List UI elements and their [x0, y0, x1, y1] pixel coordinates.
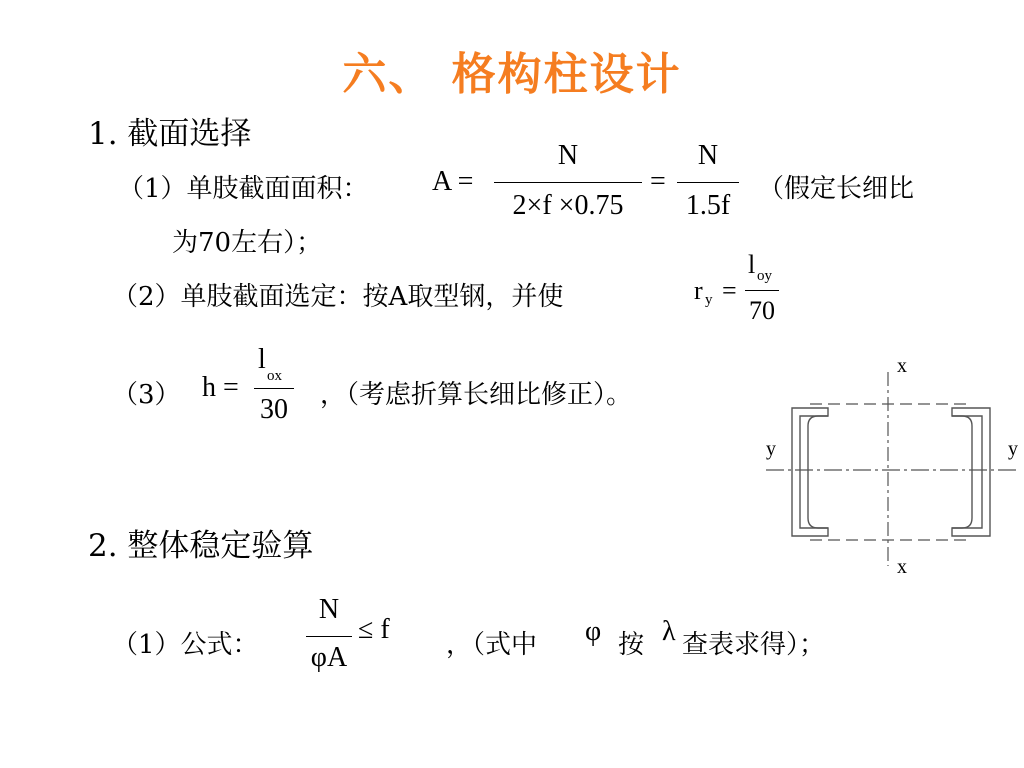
- left-channel-outer: [792, 408, 828, 536]
- section2-heading: 2. 整体稳定验算: [88, 528, 314, 564]
- item3-numerator-subscript: ox: [267, 368, 282, 384]
- item2-numerator-subscript: oy: [757, 268, 772, 284]
- item1-lhs: A =: [432, 166, 474, 197]
- item1-numerator-1: N: [557, 140, 579, 171]
- s2-item1-suffix-a: ，（式中: [446, 630, 538, 660]
- item2-numerator-l: l: [748, 250, 756, 279]
- item1-note-line2: 为70左右）；: [172, 228, 323, 258]
- item1-fraction-bar-2: [677, 182, 739, 183]
- item1-fraction-bar-1: [494, 182, 642, 183]
- item3-fraction-bar: [254, 388, 294, 389]
- diagram-label-x-bottom: x: [897, 556, 907, 578]
- item1-denominator-2: 1.5f: [685, 190, 731, 221]
- item2-lhs-subscript: y: [705, 292, 713, 308]
- item2-fraction-bar: [745, 290, 779, 291]
- cross-section-diagram: [740, 350, 1024, 580]
- item2-prefix: （2）单肢截面选定：按A取型钢，并使: [112, 282, 564, 312]
- item3-prefix: （3）: [112, 380, 181, 410]
- item3-suffix: ，（考虑折算长细比修正）。: [320, 380, 633, 410]
- right-channel-inner: [952, 416, 972, 528]
- item1-prefix: （1）单肢截面面积：: [118, 174, 369, 204]
- s2-item1-fraction-bar: [306, 636, 352, 637]
- s2-item1-suffix-c: 查表求得）；: [682, 630, 826, 660]
- item1-equals: =: [650, 166, 666, 197]
- item1-denominator-1: 2×f ×0.75: [512, 190, 624, 221]
- item1-note-line1: （假定长细比: [758, 174, 915, 204]
- diagram-label-y-left: y: [766, 438, 776, 460]
- left-channel-inner: [808, 416, 828, 528]
- item3-lhs: h =: [202, 372, 239, 403]
- item3-denominator: 30: [260, 394, 288, 425]
- item2-equals: =: [722, 276, 737, 305]
- s2-item1-prefix: （1）公式：: [112, 630, 259, 660]
- s2-item1-suffix-b: 按: [618, 630, 645, 660]
- right-channel-outer: [952, 408, 990, 536]
- diagram-label-x-top: x: [897, 355, 907, 377]
- item2-lhs-r: r: [694, 276, 703, 305]
- item1-numerator-2: N: [697, 140, 719, 171]
- diagram-label-y-right: y: [1008, 438, 1018, 460]
- section1-heading: 1. 截面选择: [88, 116, 252, 152]
- item3-numerator-l: l: [258, 344, 266, 375]
- s2-item1-denominator: φA: [310, 642, 348, 673]
- page-title: 六、 格构柱设计: [342, 49, 682, 100]
- s2-item1-numerator: N: [318, 594, 340, 625]
- s2-item1-phi: φ: [585, 616, 602, 647]
- item2-denominator: 70: [749, 296, 775, 325]
- s2-item1-relation: ≤ f: [358, 614, 390, 645]
- s2-item1-lambda: λ: [662, 616, 676, 647]
